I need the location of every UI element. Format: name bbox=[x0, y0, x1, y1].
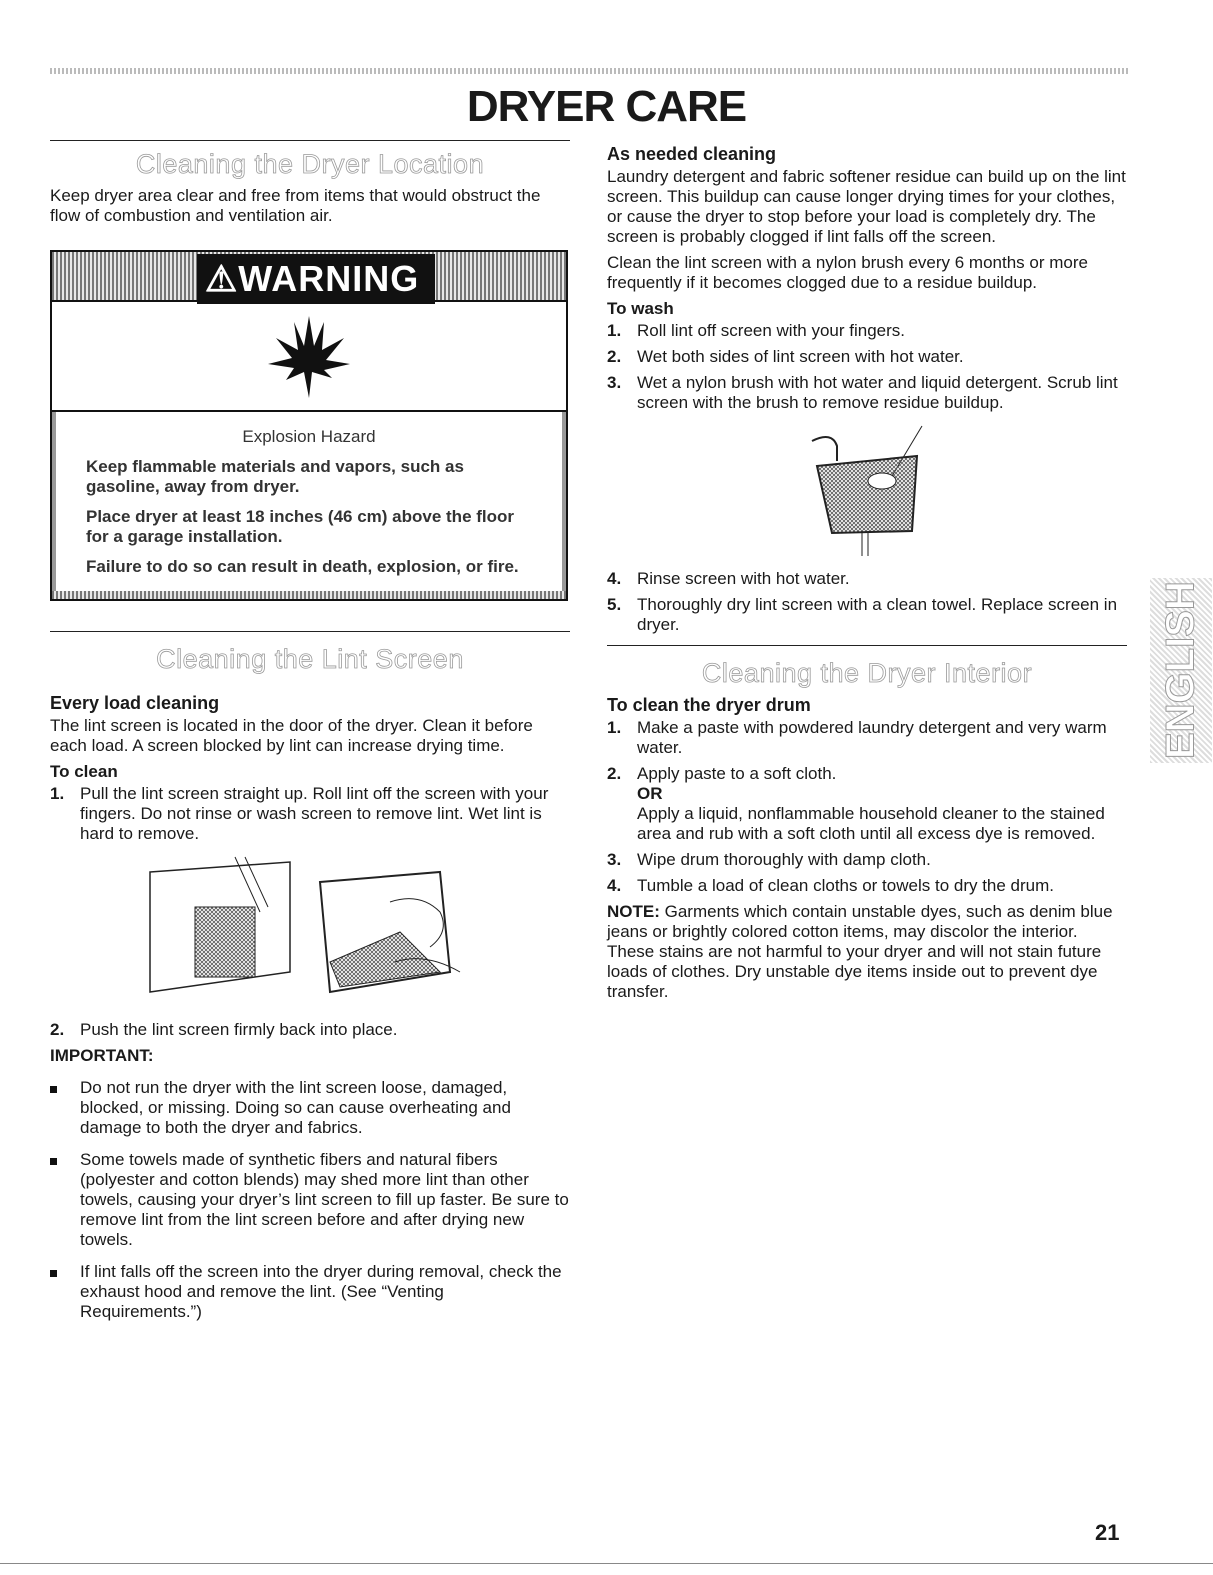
step-text: Push the lint screen firmly back into place. bbox=[80, 1020, 398, 1039]
list-item bbox=[50, 1150, 570, 1250]
side-tab-text: ENGLISH bbox=[1158, 581, 1203, 760]
step bbox=[607, 764, 1127, 844]
bottom-rule bbox=[0, 1563, 1213, 1564]
step-alt-text: Apply a liquid, nonflammable household cleaner to the stained area and rub with a soft cloth until all excess dye is removed. bbox=[637, 804, 1105, 843]
to-clean-heading: To clean bbox=[50, 762, 118, 781]
bullet-icon bbox=[50, 1262, 80, 1322]
step-content bbox=[637, 764, 1127, 844]
bullet-icon bbox=[50, 1150, 80, 1250]
step bbox=[607, 876, 1127, 896]
step-number: 1. bbox=[607, 321, 622, 340]
left-column bbox=[50, 140, 570, 1334]
bullet-text: Do not run the dryer with the lint screen loose, damaged, blocked, or missing. Doing so can cause overheating and damage to both the dryer and fabrics. bbox=[80, 1078, 511, 1137]
warning-footer bbox=[52, 591, 566, 599]
step bbox=[50, 1020, 570, 1040]
step-text: Tumble a load of clean cloths or towels to dry the drum. bbox=[637, 876, 1055, 895]
as-needed-text-2: Clean the lint screen with a nylon brush every 6 months or more frequently if it becomes clogged due to a residue buildup. bbox=[607, 253, 1088, 292]
warning-hazard: Explosion Hazard bbox=[242, 427, 376, 446]
bullet-text: If lint falls off the screen into the dryer during removal, check the exhaust hood and remove the lint. (See “Venting Requirements.”) bbox=[80, 1262, 562, 1321]
section-title-interior: Cleaning the Dryer Interior bbox=[701, 658, 1033, 688]
important-label: IMPORTANT: bbox=[50, 1046, 154, 1065]
note-paragraph bbox=[607, 902, 1127, 1002]
step-text: Roll lint off screen with your fingers. bbox=[637, 321, 906, 340]
lint-screen-washing-illustration bbox=[607, 421, 1127, 561]
warning-line: Place dryer at least 18 inches (46 cm) above the floor for a garage installation. bbox=[86, 507, 515, 546]
step-number: 4. bbox=[607, 569, 622, 588]
step-text: Make a paste with powdered laundry detergent and very warm water. bbox=[637, 718, 1107, 757]
warning-icon-area bbox=[52, 300, 566, 412]
important-list bbox=[50, 1078, 570, 1322]
note-label: NOTE: bbox=[607, 902, 660, 921]
dryer-lint-screen-illustration bbox=[140, 852, 480, 1012]
step bbox=[607, 718, 1127, 758]
page-title: DRYER CARE bbox=[466, 82, 747, 131]
faucet-lint-screen-illustration bbox=[792, 421, 942, 561]
every-load-text: The lint screen is located in the door of the dryer. Clean it before each load. A screen blocked by lint can increase drying time. bbox=[50, 716, 533, 755]
section-title-lint: Cleaning the Lint Screen bbox=[156, 644, 464, 674]
lint-screen-removal-illustration bbox=[50, 852, 570, 1012]
top-dotted-rule bbox=[50, 68, 1128, 74]
warning-label-text: WARNING bbox=[238, 258, 420, 299]
step-number: 2. bbox=[50, 1020, 65, 1039]
step-number: 3. bbox=[607, 850, 622, 869]
warning-body bbox=[52, 412, 566, 591]
step-number: 2. bbox=[607, 764, 622, 783]
step-text: Rinse screen with hot water. bbox=[637, 569, 850, 588]
step bbox=[607, 347, 1127, 367]
step bbox=[607, 569, 1127, 589]
step-number: 1. bbox=[607, 718, 622, 737]
step-number: 4. bbox=[607, 876, 622, 895]
warning-label bbox=[197, 254, 435, 304]
as-needed-heading: As needed cleaning bbox=[607, 144, 777, 164]
clean-drum-heading: To clean the dryer drum bbox=[607, 695, 811, 715]
step-number: 2. bbox=[607, 347, 622, 366]
step bbox=[607, 595, 1127, 635]
section-rule bbox=[607, 645, 1127, 646]
step-text: Pull the lint screen straight up. Roll lint off the screen with your fingers. Do not rinse or wash screen to remove lint. Wet lint is hard to remove. bbox=[80, 784, 549, 843]
bullet-icon bbox=[50, 1078, 80, 1138]
warning-line: Keep flammable materials and vapors, such as gasoline, away from dryer. bbox=[86, 457, 464, 496]
warning-triangle-icon: ⚠ bbox=[205, 258, 239, 299]
step-number: 5. bbox=[607, 595, 622, 614]
language-side-tab bbox=[1150, 578, 1212, 763]
step-text: Thoroughly dry lint screen with a clean towel. Replace screen in dryer. bbox=[637, 595, 1118, 634]
step-number: 3. bbox=[607, 373, 622, 392]
step bbox=[607, 373, 1127, 413]
page-number: 21 bbox=[1095, 1520, 1120, 1545]
step bbox=[607, 321, 1127, 341]
step-text: Wipe drum thoroughly with damp cloth. bbox=[637, 850, 931, 869]
warning-box bbox=[50, 250, 568, 601]
section-title-location: Cleaning the Dryer Location bbox=[135, 149, 485, 179]
step-number: 1. bbox=[50, 784, 65, 803]
step-text: Apply paste to a soft cloth. bbox=[637, 764, 837, 783]
every-load-heading: Every load cleaning bbox=[50, 693, 220, 713]
right-column bbox=[607, 140, 1127, 1008]
step-text: Wet both sides of lint screen with hot water. bbox=[637, 347, 964, 366]
explosion-icon bbox=[254, 308, 364, 404]
step bbox=[607, 850, 1127, 870]
or-label: OR bbox=[637, 784, 663, 803]
list-item bbox=[50, 1078, 570, 1138]
location-text: Keep dryer area clear and free from items that would obstruct the flow of combustion and ventilation air. bbox=[50, 186, 541, 225]
bullet-text: Some towels made of synthetic fibers and natural fibers (polyester and cotton blends) may shed more lint than other towels, causing your dryer’s lint screen to fill up faster. Be sure to remove lint from the lint screen before and after drying new towels. bbox=[80, 1150, 569, 1249]
section-rule bbox=[50, 140, 570, 141]
step-text: Wet a nylon brush with hot water and liquid detergent. Scrub lint screen with the brush to remove residue buildup. bbox=[637, 373, 1118, 412]
warning-line: Failure to do so can result in death, explosion, or fire. bbox=[86, 557, 519, 576]
step bbox=[50, 784, 570, 844]
section-rule bbox=[50, 631, 570, 632]
as-needed-text: Laundry detergent and fabric softener residue can build up on the lint screen. This buildup can cause longer drying times for your clothes, or cause the dryer to stop before your load is completely dry. The screen is probably clogged if lint falls off the screen. bbox=[607, 167, 1126, 246]
list-item bbox=[50, 1262, 570, 1322]
note-text: Garments which contain unstable dyes, such as denim blue jeans or brightly colored cotton items, may discolor the interior. These stains are not harmful to your dryer and will not stain future loads of clothes. Dry unstable dye items inside out to prevent dye transfer. bbox=[607, 902, 1113, 1001]
warning-header bbox=[52, 252, 566, 300]
to-wash-heading: To wash bbox=[607, 299, 674, 318]
